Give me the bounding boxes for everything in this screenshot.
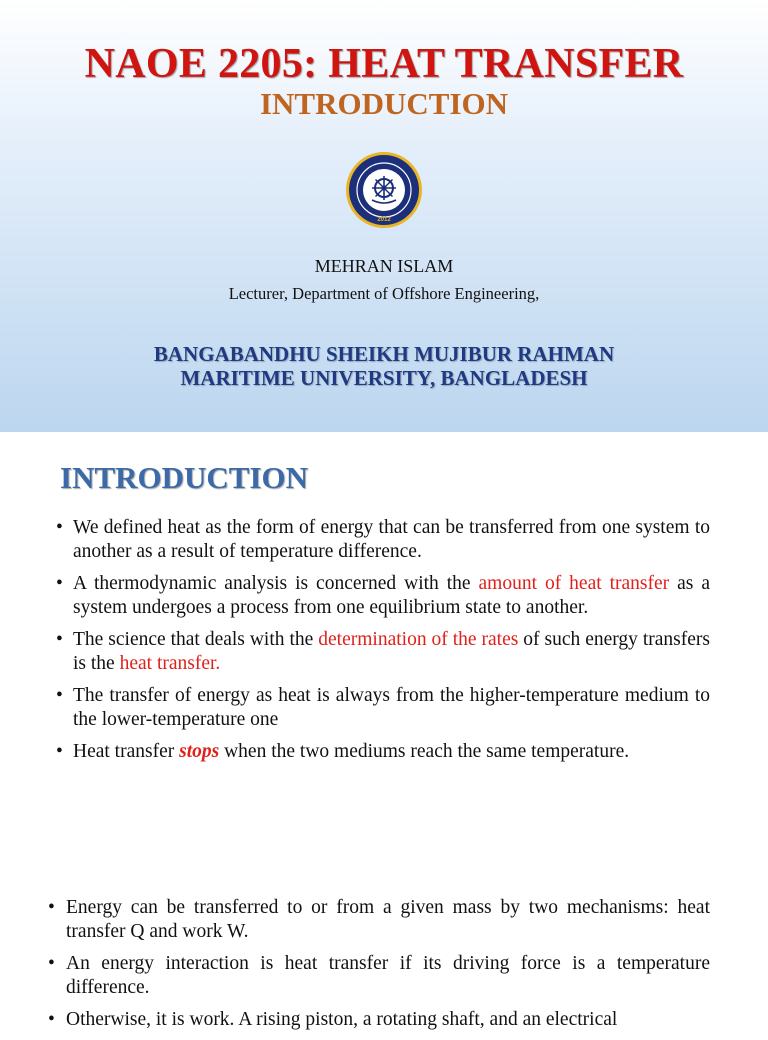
logo-year: 2012 bbox=[377, 217, 391, 223]
bullet-marker: • bbox=[48, 1009, 55, 1030]
university-logo bbox=[344, 150, 424, 230]
bullet-marker: • bbox=[56, 573, 63, 594]
emphasized-term: stops bbox=[179, 741, 220, 762]
list-item: • We defined heat as the form of energy that can be transferred from one system to another as a result of temperature difference. bbox=[56, 517, 710, 562]
bullet-marker: • bbox=[56, 629, 63, 650]
highlighted-term: heat transfer. bbox=[119, 653, 221, 674]
introduction-slide bbox=[0, 432, 768, 864]
course-subtitle: INTRODUCTION bbox=[259, 86, 509, 121]
highlighted-term: amount of heat transfer bbox=[478, 573, 670, 594]
bullet-marker: • bbox=[56, 685, 63, 706]
mechanisms-bullet-list bbox=[48, 896, 710, 1040]
title-slide bbox=[0, 0, 768, 432]
bullet-marker: • bbox=[56, 517, 63, 538]
author-position: Lecturer, Department of Offshore Engineering, bbox=[228, 284, 540, 303]
bullet-marker: • bbox=[48, 953, 55, 974]
list-item: • Energy can be transferred to or from a given mass by two mechanisms: heat transfer Q and work W. bbox=[48, 897, 710, 942]
highlighted-term: determination of the rates bbox=[318, 629, 519, 650]
list-item: • The transfer of energy as heat is always from the higher-temperature medium to the lower-temperature one bbox=[56, 685, 710, 730]
list-item: • Heat transfer stops when the two mediums reach the same temperature. bbox=[56, 741, 630, 762]
list-item: • An energy interaction is heat transfer if its driving force is a temperature difference. bbox=[48, 953, 710, 998]
bullet-marker: • bbox=[48, 897, 55, 918]
bullet-marker: • bbox=[56, 741, 63, 762]
university-name-line1: BANGABANDHU SHEIKH MUJIBUR RAHMAN bbox=[153, 342, 615, 366]
university-name-line2: MARITIME UNIVERSITY, BANGLADESH bbox=[180, 366, 588, 390]
list-item: • The science that deals with the determination of the rates of such energy transfers is the heat transfer. bbox=[56, 629, 710, 674]
course-title: NAOE 2205: HEAT TRANSFER bbox=[84, 41, 684, 87]
intro-bullet-list bbox=[56, 516, 710, 772]
author-name: MEHRAN ISLAM bbox=[314, 256, 454, 276]
section-heading: INTRODUCTION bbox=[60, 460, 309, 495]
list-item: • A thermodynamic analysis is concerned with the amount of heat transfer as a system undergoes a process from one equilibrium state to another. bbox=[56, 573, 710, 618]
list-item: • Otherwise, it is work. A rising piston, a rotating shaft, and an electrical bbox=[48, 1009, 618, 1030]
mechanisms-slide bbox=[0, 864, 768, 1030]
